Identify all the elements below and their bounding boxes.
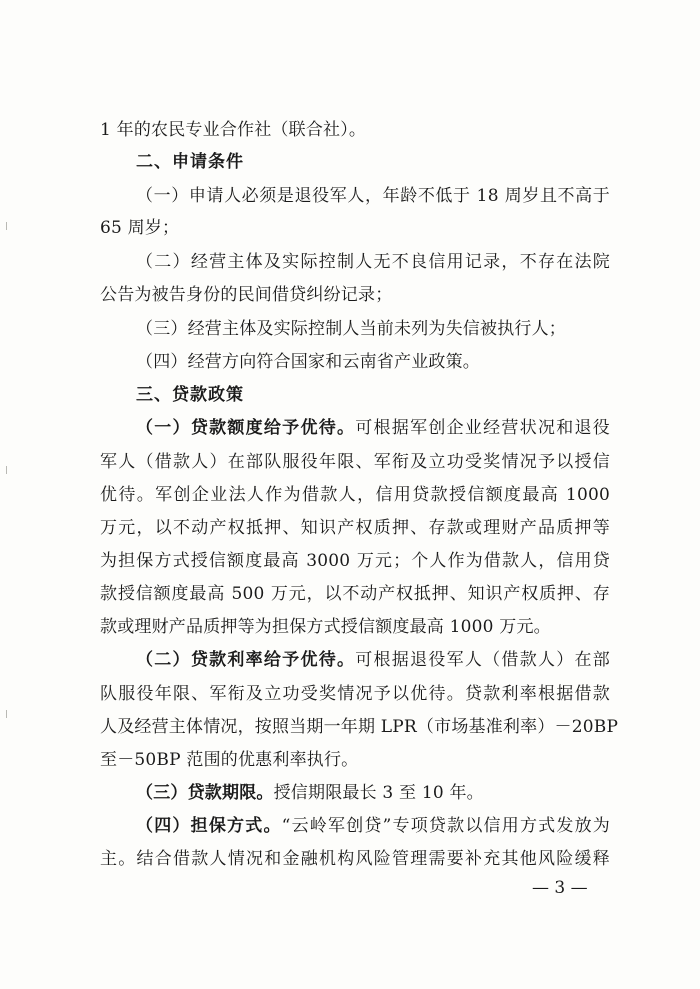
body-line: 优待。军创企业法人作为借款人，信用贷款授信额度最高 1000 xyxy=(100,485,610,505)
body-line xyxy=(136,783,610,803)
clause-text: 可根据退役军人（借款人）在部 xyxy=(355,650,610,670)
page-number: — 3 — xyxy=(532,878,588,898)
body-line: 65 周岁； xyxy=(100,218,180,238)
clause-lead: （三）贷款期限。 xyxy=(136,783,274,803)
body-line: 主。结合借款人情况和金融机构风险管理需要补充其他风险缓释 xyxy=(100,849,610,869)
scan-margin-mark xyxy=(6,222,7,230)
clause-text: 授信期限最长 3 至 10 年。 xyxy=(273,783,484,803)
body-line: （一）申请人必须是退役军人，年龄不低于 18 周岁且不高于 xyxy=(136,186,610,206)
body-line xyxy=(136,650,610,670)
clause-text: 可根据军创企业经营状况和退役 xyxy=(355,418,610,438)
clause-lead: （四）担保方式。 xyxy=(136,816,282,836)
body-line: （三）经营主体及实际控制人当前未列为失信被执行人； xyxy=(136,319,566,339)
body-line: 1 年的农民专业合作社（联合社）。 xyxy=(100,120,367,140)
body-line: 款授信额度最高 500 万元，以不动产权抵押、知识产权质押、存 xyxy=(100,584,610,604)
body-line: 为担保方式授信额度最高 3000 万元；个人作为借款人，信用贷 xyxy=(100,551,610,571)
body-line: （二）经营主体及实际控制人无不良信用记录，不存在法院 xyxy=(136,252,610,272)
scan-margin-mark xyxy=(6,710,7,718)
body-line xyxy=(136,418,610,438)
body-line: 款或理财产品质押等为担保方式授信额度最高 1000 万元。 xyxy=(100,617,551,637)
scan-margin-mark xyxy=(6,466,7,474)
section-heading-conditions: 二、申请条件 xyxy=(136,152,244,172)
body-line: 公告为被告身份的民间借贷纠纷记录； xyxy=(100,285,393,305)
body-line: 队服役年限、军衔及立功受奖情况予以优待。贷款利率根据借款 xyxy=(100,684,610,704)
body-line xyxy=(136,816,610,836)
body-line: 军人（借款人）在部队服役年限、军衔及立功受奖情况予以授信 xyxy=(100,452,610,472)
clause-lead: （二）贷款利率给予优待。 xyxy=(136,650,356,670)
clause-lead: （一）贷款额度给予优待。 xyxy=(136,418,356,438)
body-line: 至－50BP 范围的优惠利率执行。 xyxy=(100,750,359,770)
body-line: 万元，以不动产权抵押、知识产权质押、存款或理财产品质押等 xyxy=(100,518,610,538)
body-line: （四）经营方向符合国家和云南省产业政策。 xyxy=(136,352,480,372)
clause-text: “云岭军创贷”专项贷款以信用方式发放为 xyxy=(281,816,610,836)
body-line: 人及经营主体情况，按照当期一年期 LPR（市场基准利率）－20BP xyxy=(100,717,619,737)
section-heading-policy: 三、贷款政策 xyxy=(136,385,244,405)
